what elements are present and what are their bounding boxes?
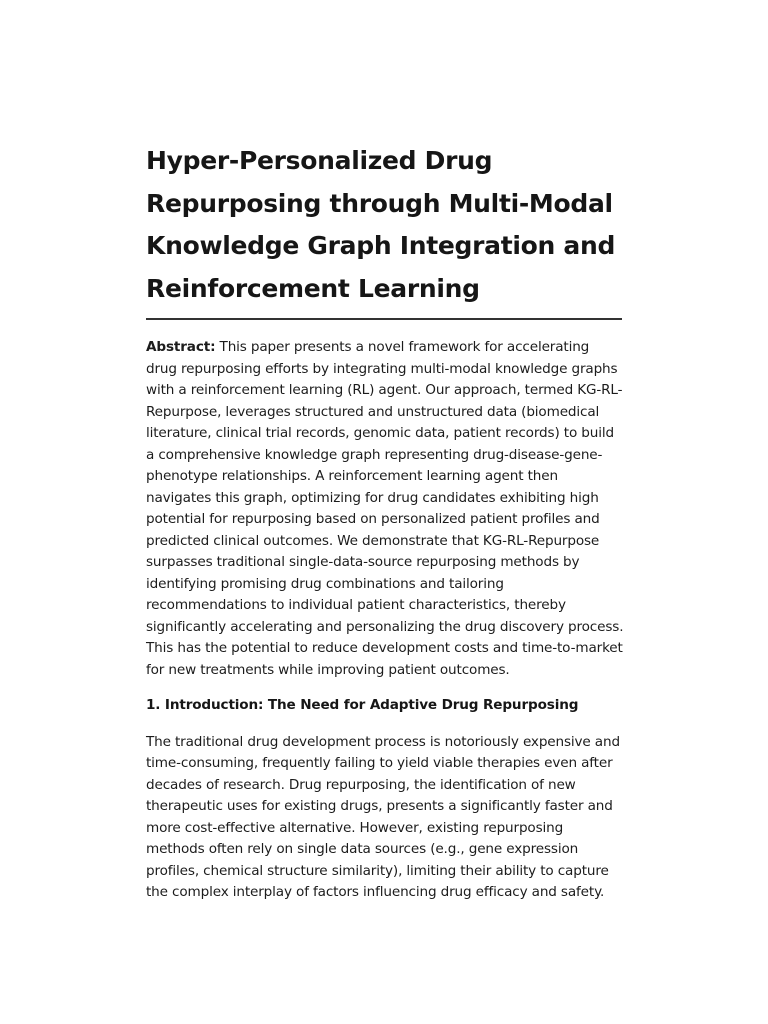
paper-title: Hyper-Personalized Drug Repurposing through Multi-Modal Knowledge Graph Integration and Reinforcement Learning [146, 146, 616, 303]
introduction-paragraph: The traditional drug development process is notoriously expensive and time-consuming, frequently failing to yield viable therapies even after decades of research. Drug repurposing, the identification of new therapeutic uses for existing drugs, presents a significantly faster and more cost-effective alternative. However, existing repurposing methods often rely on single data sources (e.g., gene expression profiles, chemical structure similarity), limiting their ability to capture the complex interplay of factors influencing drug efficacy and safety. [146, 733, 620, 900]
section-heading-introduction: 1. Introduction: The Need for Adaptive Drug Repurposing [146, 697, 579, 713]
title-divider [146, 318, 622, 320]
paper-page [146, 140, 624, 904]
abstract-text: This paper presents a novel framework for accelerating drug repurposing efforts by integrating multi-modal knowledge graphs with a reinforcement learning (RL) agent. Our approach, termed KG-RL-Repurpose, leverages structured and unstructured data (biomedical literature, clinical trial records, genomic data, patient records) to build a comprehensive knowledge graph representing drug-disease-gene-phenotype relationships. A reinforcement learning agent then navigates this graph, optimizing for drug candidates exhibiting high potential for repurposing based on personalized patient profiles and predicted clinical outcomes. We demonstrate that KG-RL-Repurpose surpasses traditional single-data-source repurposing methods by identifying promising drug combinations and tailoring recommendations to individual patient characteristics, thereby significantly accelerating and personalizing the drug discovery process. This has the potential to reduce development costs and time-to-market for new treatments while improving patient outcomes. [146, 339, 624, 678]
abstract-label: Abstract: [146, 339, 216, 355]
abstract-paragraph [146, 337, 624, 681]
